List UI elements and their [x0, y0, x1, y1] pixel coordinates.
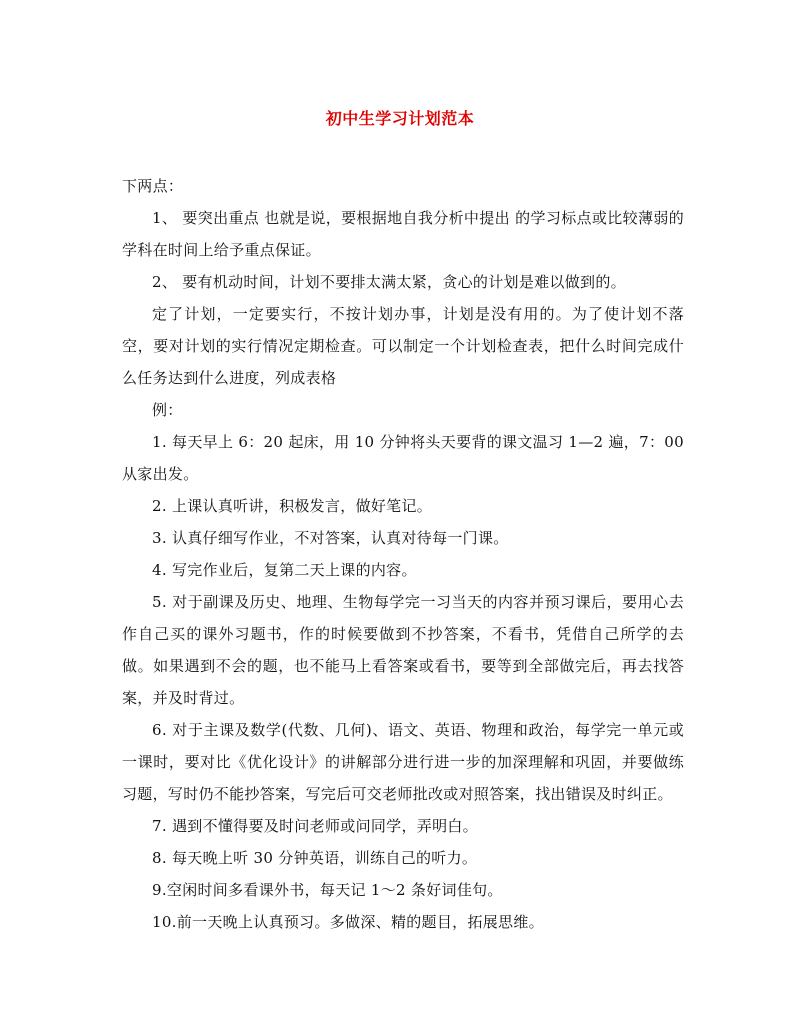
list-item-2: 2. 上课认真听讲，积极发言，做好笔记。	[152, 497, 433, 515]
paragraph-example-label: 例：	[152, 401, 183, 419]
list-item-1: 1. 每天早上 6：20 起床，用 10 分钟将头天要背的课文温习 1—2 遍，7：00 从家出发。	[122, 433, 684, 483]
list-item-4: 4. 写完作业后，复第二天上课的内容。	[152, 561, 417, 579]
paragraph-plan-check: 定了计划，一定要实行，不按计划办事，计划是没有用的。为了使计划不落空，要对计划的实行情况定期检查。可以制定一个计划检查表，把什么时间完成什么任务达到什么进度，列成表格	[122, 305, 684, 387]
paragraph-intro: 下两点：	[122, 177, 184, 195]
list-item-10: 10.前一天晚上认真预习。多做深、精的题目，拓展思维。	[152, 913, 544, 931]
list-item-6: 6. 对于主课及数学(代数、几何)、语文、英语、物理和政治，每学完一单元或一课时，要对比《优化设计》的讲解部分进行进一步的加深理解和巩固，并要做练习题，写时仍不能抄答案，写完后可交老师批改或对照答案，找出错误及时纠正。	[122, 721, 684, 803]
list-item-3: 3. 认真仔细写作业，不对答案，认真对待每一门课。	[152, 529, 509, 547]
document-body	[122, 170, 684, 938]
list-item-5: 5. 对于副课及历史、地理、生物每学完一习当天的内容并预习课后，要用心去作自己买的课外习题书，作的时候要做到不抄答案，不看书，凭借自己所学的去做。如果遇到不会的题，也不能马上看答案或看书，要等到全部做完后，再去找答案，并及时背过。	[122, 593, 684, 707]
list-item-8: 8. 每天晚上听 30 分钟英语，训练自己的听力。	[152, 849, 478, 867]
paragraph-point-1: 1、 要突出重点 也就是说，要根据地自我分析中提出 的学习标点或比较薄弱的学科在时间上给予重点保证。	[122, 209, 684, 259]
document-title: 初中生学习计划范本	[325, 109, 475, 128]
list-item-9: 9.空闲时间多看课外书，每天记 1～2 条好词佳句。	[152, 881, 503, 899]
paragraph-point-2: 2、 要有机动时间，计划不要排太满太紧，贪心的计划是难以做到的。	[152, 273, 626, 291]
list-item-7: 7. 遇到不懂得要及时问老师或问同学，弄明白。	[152, 817, 478, 835]
